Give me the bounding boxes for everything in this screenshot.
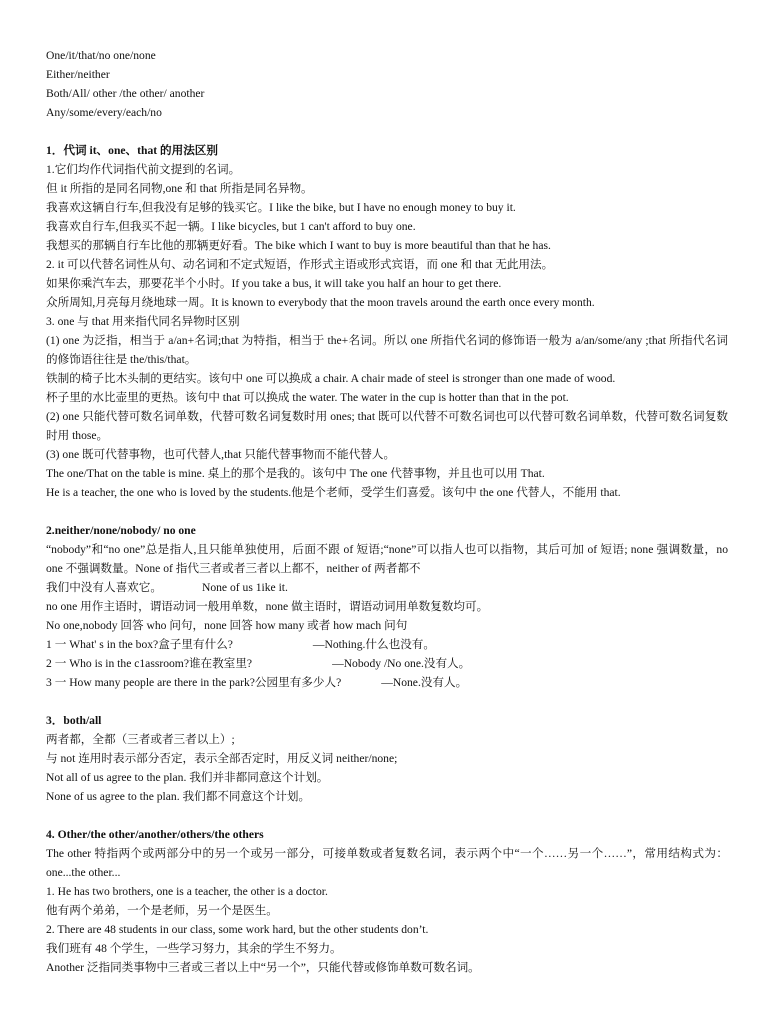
paragraph-line: 1. He has two brothers, one is a teacher, the other is a doctor. bbox=[46, 885, 328, 898]
dialog-answer: —None.没有人。 bbox=[381, 676, 468, 689]
paragraph-line: 铁制的椅子比木头制的更结实。该句中 one 可以换成 a chair. A chair made of steel is stronger than one made of wood. bbox=[46, 372, 616, 385]
paragraph-line: 2. There are 48 students in our class, some work hard, but the other students don’t. bbox=[46, 923, 429, 936]
paragraph-line: 他有两个弟弟，一个是老师，另一个是医生。 bbox=[46, 904, 278, 917]
paragraph-line: 我喜欢自行车,但我买不起一辆。I like bicycles, but 1 can't afford to buy one. bbox=[46, 220, 416, 233]
example-line bbox=[46, 578, 728, 597]
paragraph-line: Another 泛指同类事物中三者或三者以上中“另一个”，只能代替或修饰单数可数名词。 bbox=[46, 961, 480, 974]
topic-list bbox=[46, 46, 728, 122]
paragraph: “nobody”和“no one”总是指人,且只能单独使用，后面不跟 of 短语;“none”可以指人也可以指物，其后可加 of 短语; none 强调数量，no one 不强调数量。None of 指代三者或者三者以上都不，neither of 两者都不 bbox=[46, 543, 728, 575]
paragraph-line: 我喜欢这辆自行车,但我没有足够的钱买它。I like the bike, but I have no enough money to buy it. bbox=[46, 201, 516, 214]
section-heading: 4. Other/the other/another/others/the others bbox=[46, 828, 264, 841]
section-it-one-that bbox=[46, 141, 728, 502]
section-other-another bbox=[46, 825, 728, 977]
dialog-question: 2 一 Who is in the c1assroom?谁在教室里? bbox=[46, 657, 253, 670]
dialog-question: 1 一 What' s in the box?盒子里有什么? bbox=[46, 638, 233, 651]
paragraph-line: 杯子里的水比壶里的更热。该句中 that 可以换成 the water. The water in the cup is hotter than that in the pot. bbox=[46, 391, 569, 404]
example-chinese: 我们中没有人喜欢它。 bbox=[46, 581, 162, 594]
dialog-line bbox=[46, 654, 728, 673]
paragraph-line: 众所周知,月亮每月绕地球一周。It is known to everybody that the moon travels around the earth once every month. bbox=[46, 296, 595, 309]
paragraph-line: 如果你乘汽车去，那要花半个小时。If you take a bus, it will take you half an hour to get there. bbox=[46, 277, 502, 290]
dialog-answer: —Nobody /No one.没有人。 bbox=[332, 657, 471, 670]
paragraph-line: 1.它们均作代词指代前文提到的名词。 bbox=[46, 163, 241, 176]
paragraph: (1) one 为泛指，相当于 a/an+名词;that 为特指，相当于 the+名词。所以 one 所指代名词的修饰语一般为 a/an/some/any ;that 所指代名词的修饰语往往是 the/this/that。 bbox=[46, 334, 728, 366]
topic-item: Both/All/ other /the other/ another bbox=[46, 87, 205, 100]
section-heading: 1．代词 it、one、that 的用法区别 bbox=[46, 144, 218, 157]
paragraph-line: 我们班有 48 个学生，一些学习努力，其余的学生不努力。 bbox=[46, 942, 342, 955]
dialog-answer: —Nothing.什么也没有。 bbox=[312, 638, 435, 651]
topic-item: Any/some/every/each/no bbox=[46, 106, 162, 119]
paragraph-line: no one 用作主语时，谓语动词一般用单数，none 做主语时，谓语动词用单数复数均可。 bbox=[46, 600, 489, 613]
paragraph-line: 2. it 可以代替名词性从句、动名词和不定式短语，作形式主语或形式宾语，而 one 和 that 无此用法。 bbox=[46, 258, 554, 271]
paragraph: (2) one 只能代替可数名词单数，代替可数名词复数时用 ones; that 既可以代替不可数名词也可以代替可数名词单数，代替可数名词复数时用 those。 bbox=[46, 410, 728, 442]
topic-item: One/it/that/no one/none bbox=[46, 49, 156, 62]
paragraph-line: (3) one 既可代替事物，也可代替人,that 只能代替事物而不能代替人。 bbox=[46, 448, 396, 461]
paragraph-line: 但 it 所指的是同名同物,one 和 that 所指是同名异物。 bbox=[46, 182, 313, 195]
paragraph-line: 与 not 连用时表示部分否定，表示全部否定时，用反义词 neither/none; bbox=[46, 752, 398, 765]
dialog-line bbox=[46, 673, 728, 692]
paragraph-line: No one,nobody 回答 who 问句，none 回答 how many 或者 how mach 问句 bbox=[46, 619, 408, 632]
section-both-all bbox=[46, 711, 728, 806]
paragraph-line: Not all of us agree to the plan. 我们并非都同意这个计划。 bbox=[46, 771, 329, 784]
paragraph: The other 特指两个或两部分中的另一个或另一部分，可接单数或者复数名词，表示两个中“一个……另一个……”，常用结构式为：one...the other... bbox=[46, 847, 728, 879]
paragraph-line: 3. one 与 that 用来指代同名异物时区别 bbox=[46, 315, 240, 328]
example-english: None of us 1ike it. bbox=[201, 581, 288, 594]
dialog-line bbox=[46, 635, 728, 654]
paragraph-line: He is a teacher, the one who is loved by the students.他是个老师，受学生们喜爱。该句中 the one 代替人，不能用 that. bbox=[46, 486, 621, 499]
topic-item: Either/neither bbox=[46, 68, 110, 81]
paragraph-line: 两者都，全都（三者或者三者以上）; bbox=[46, 733, 235, 746]
paragraph-line: None of us agree to the plan. 我们都不同意这个计划。 bbox=[46, 790, 311, 803]
section-neither-none bbox=[46, 521, 728, 692]
paragraph-line: The one/That on the table is mine. 桌上的那个是我的。该句中 The one 代替事物，并且也可以用 That. bbox=[46, 467, 545, 480]
paragraph-line: 我想买的那辆自行车比他的那辆更好看。The bike which I want to buy is more beautiful than that he has. bbox=[46, 239, 551, 252]
dialog-question: 3 一 How many people are there in the park?公园里有多少人? bbox=[46, 676, 342, 689]
section-heading: 3．both/all bbox=[46, 714, 102, 727]
section-heading: 2.neither/none/nobody/ no one bbox=[46, 524, 196, 537]
